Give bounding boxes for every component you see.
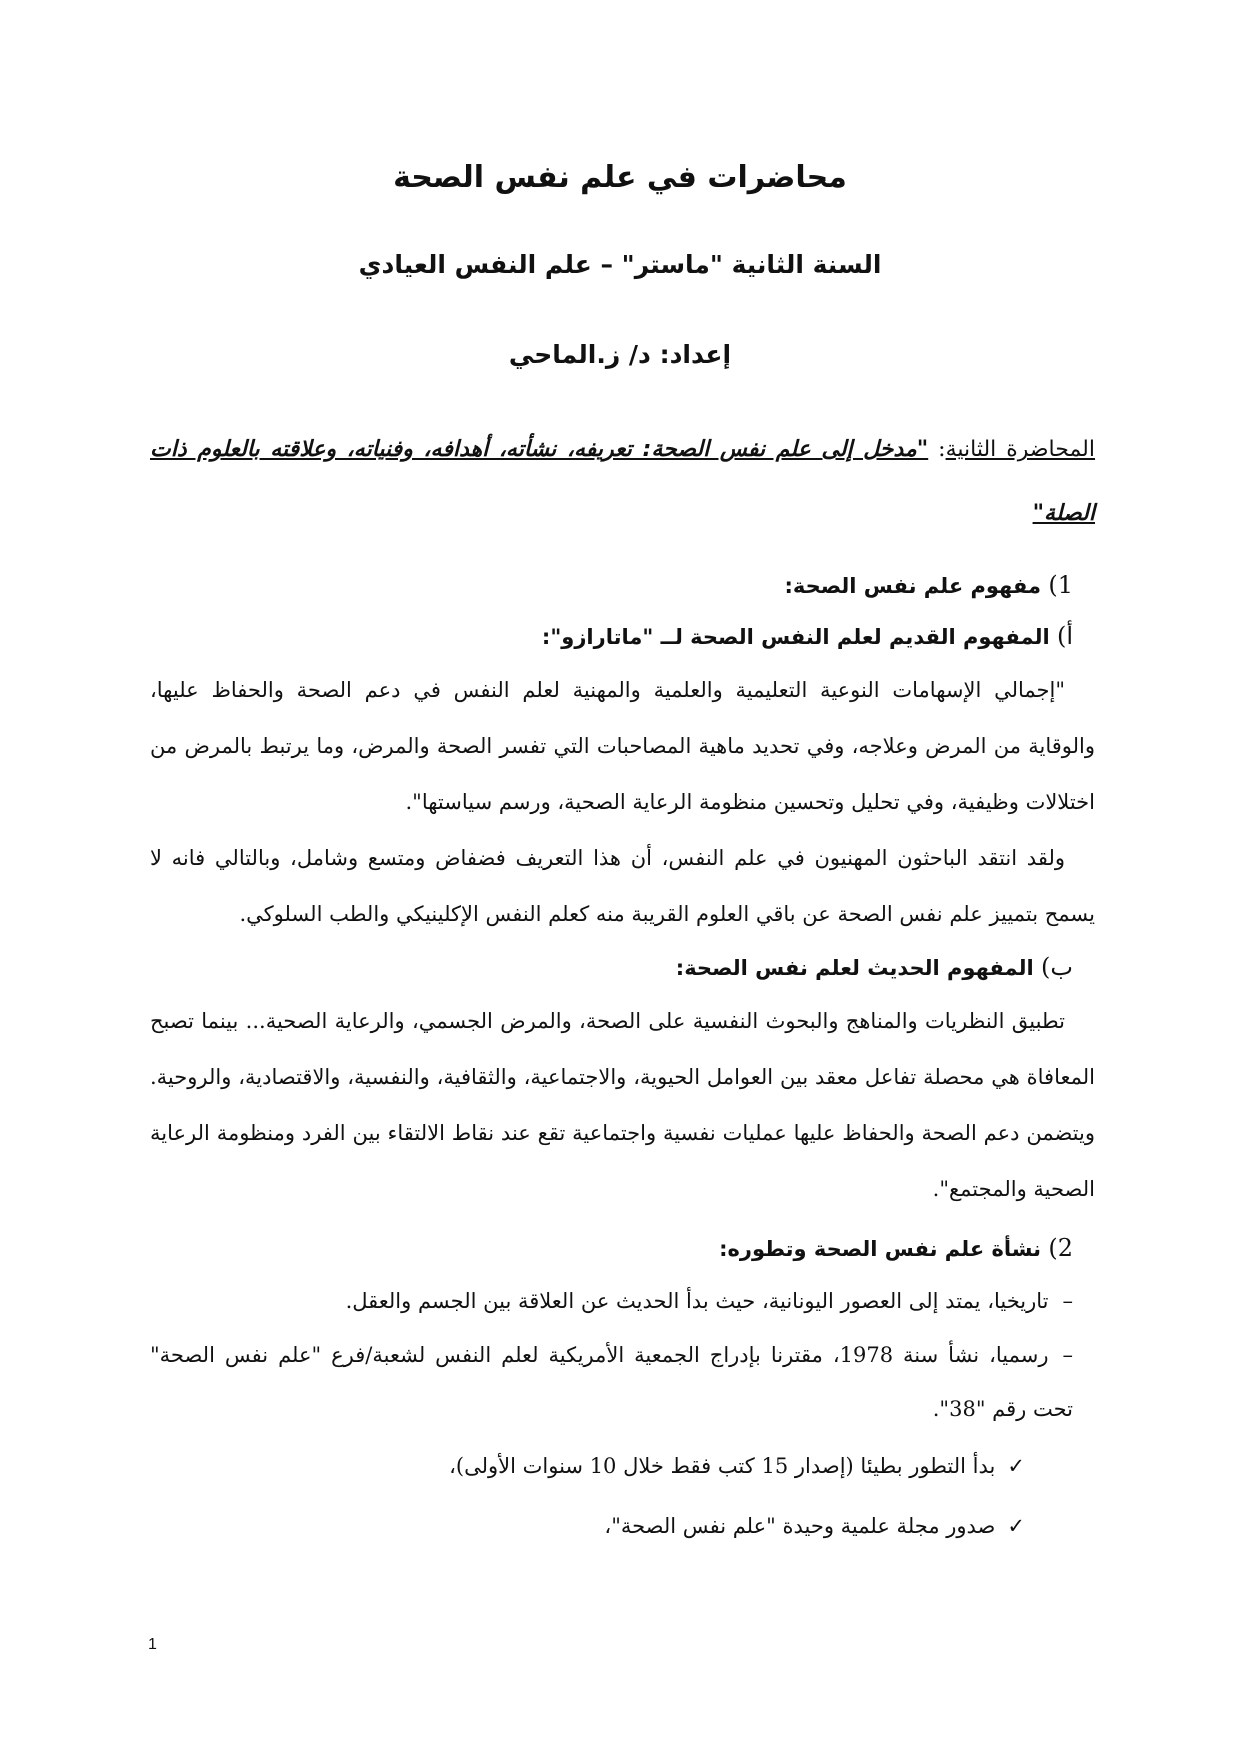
list-item <box>150 1274 1095 1328</box>
development-item-1: بدأ التطور بطيئا (إصدار 15 كتب فقط خلال 10 سنوات الأولى)، <box>449 1454 996 1478</box>
dash-bullet: – <box>1062 1289 1073 1313</box>
document-title: محاضرات في علم نفس الصحة <box>393 160 847 195</box>
modern-definition-text: تطبيق النظريات والمناهج والبحوث النفسية على الصحة، والمرض الجسمي، والرعاية الصحية... بينما تصبح المعافاة هي محصلة تفاعل معقد بين العوامل الحيوية، والاجتماعية، والثقافية، والنفسية، والاقتصادية، والروحية. ويتضمن دعم الصحة والحفاظ عليها عمليات نفسية واجتماعية تقع عند نقاط الالتقاء بين الفرد ومنظومة الرعاية الصحية والمجتمع". <box>150 1009 1095 1201</box>
lecture-title: "مدخل إلى علم نفس الصحة: تعريفه، نشأته، أهدافه، وفنياته، وعلاقته بالعلوم ذات الصلة" <box>150 437 1095 526</box>
document-body <box>150 560 1095 1556</box>
subsection-a-heading <box>150 611 1095 662</box>
checkmark-icon: ✓ <box>1007 1514 1025 1538</box>
list-item <box>150 1328 1095 1436</box>
history-item-2: رسميا، نشأ سنة 1978، مقترنا بإدراج الجمعية الأمريكية لعلم النفس لشعبة/فرع "علم نفس الصحة" تحت رقم "38". <box>150 1343 1073 1421</box>
lecture-label: المحاضرة الثانية <box>945 437 1096 462</box>
section-2-title: نشأة علم نفس الصحة وتطوره: <box>719 1237 1042 1261</box>
development-item-2: صدور مجلة علمية وحيدة "علم نفس الصحة"، <box>604 1514 996 1538</box>
section-1-title: مفهوم علم نفس الصحة: <box>784 574 1042 598</box>
subsection-a-title: المفهوم القديم لعلم النفس الصحة لــ "ماتارازو": <box>541 625 1050 649</box>
subsection-b-marker: ب) <box>1041 953 1073 981</box>
section-1-number: 1) <box>1048 571 1073 599</box>
document-author: إعداد: د/ ز.الماحي <box>508 340 732 369</box>
section-2-number: 2) <box>1048 1234 1073 1262</box>
lecture-heading <box>150 418 1095 546</box>
lecture-separator: : <box>928 437 946 462</box>
history-item-1: تاريخيا، يمتد إلى العصور اليونانية، حيث بدأ الحديث عن العلاقة بين الجسم والعقل. <box>345 1289 1049 1313</box>
subsection-b-title: المفهوم الحديث لعلم نفس الصحة: <box>675 956 1034 980</box>
document-subtitle: السنة الثانية "ماستر" – علم النفس العيادي <box>358 250 882 279</box>
checkmark-icon: ✓ <box>1007 1454 1025 1478</box>
old-definition-critique: ولقد انتقد الباحثون المهنيون في علم النفس، أن هذا التعريف فضفاض ومتسع وشامل، وبالتالي فانه لا يسمح بتمييز علم نفس الصحة عن باقي العلوم القريبة منه كعلم النفس الإكلينيكي والطب السلوكي. <box>150 846 1095 926</box>
section-1-heading <box>150 560 1095 611</box>
list-item <box>150 1496 1095 1556</box>
subsection-a-marker: أ) <box>1056 622 1073 650</box>
subsection-b-heading <box>150 942 1095 993</box>
old-definition-quote: "إجمالي الإسهامات النوعية التعليمية والعلمية والمهنية لعلم النفس في دعم الصحة والحفاظ عليها، والوقاية من المرض وعلاجه، وفي تحديد ماهية المصاحبات التي تفسر الصحة والمرض، وما يرتبط بالمرض من اختلالات وظيفية، وفي تحليل وتحسين منظومة الرعاية الصحية، ورسم سياستها". <box>150 678 1095 814</box>
page-number: 1 <box>148 1636 157 1653</box>
dash-bullet: – <box>1062 1343 1073 1367</box>
list-item <box>150 1436 1095 1496</box>
section-2-heading <box>150 1223 1095 1274</box>
